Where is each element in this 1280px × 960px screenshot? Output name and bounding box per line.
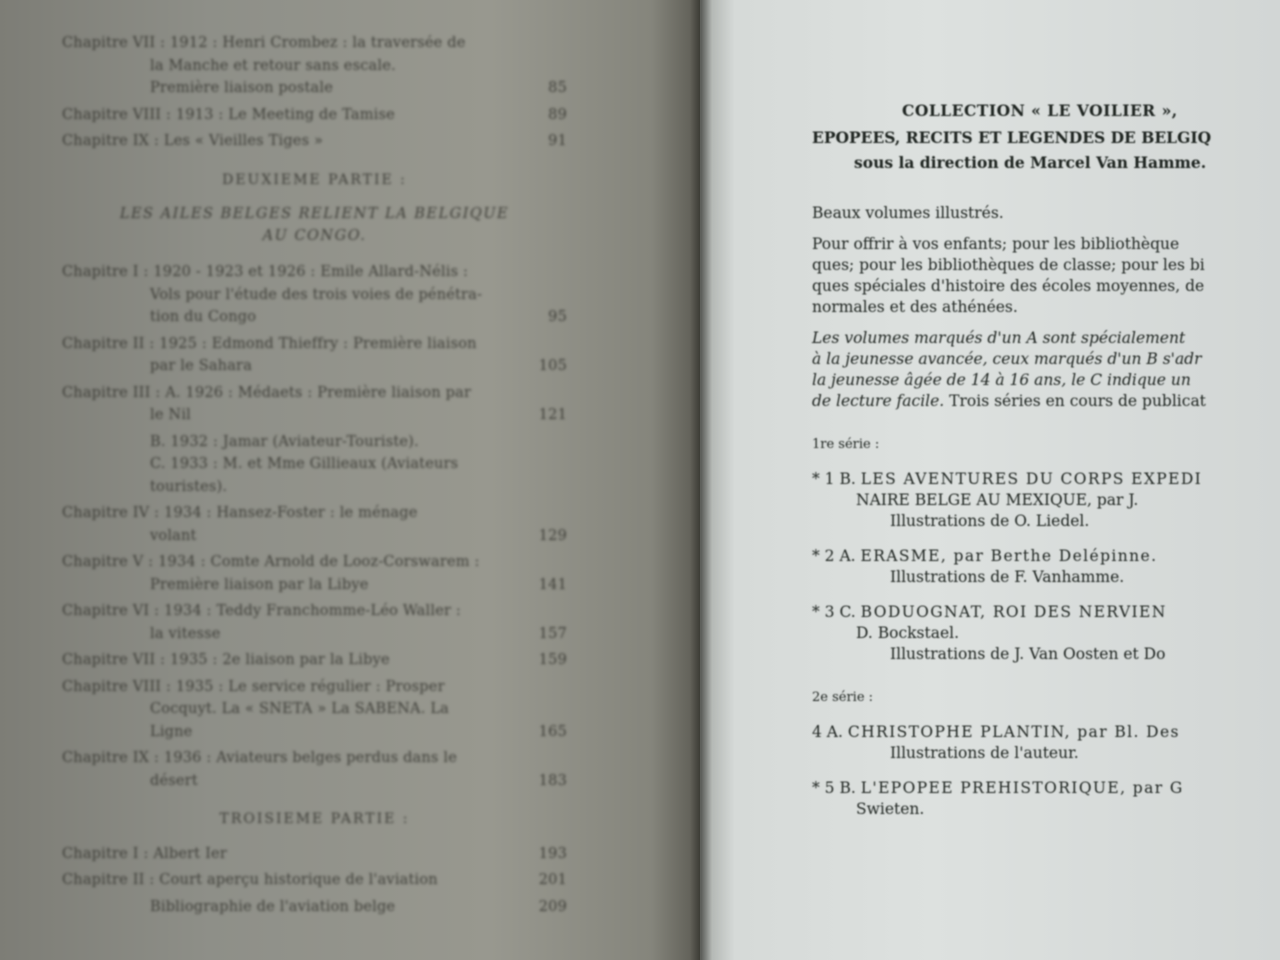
book-listing — [812, 602, 1280, 665]
toc-group-third-part — [62, 843, 567, 919]
collection-direction: sous la direction de Marcel Van Hamme. — [854, 153, 1207, 172]
toc-entry — [62, 649, 567, 672]
toc-entry-line: désert — [150, 772, 198, 789]
toc-page-number: 141 — [538, 576, 567, 593]
book-listing-title: CHRISTOPHE PLANTIN, par Bl. Des — [847, 723, 1180, 741]
toc-page-number: 201 — [538, 872, 567, 888]
toc-page-number: 121 — [538, 407, 567, 423]
toc-entry — [62, 843, 567, 866]
book-listing-illustrator: Illustrations de l'auteur. — [890, 744, 1079, 762]
toc-entry — [62, 130, 567, 153]
toc-entry-heading: Chapitre I : Albert Ier — [62, 845, 227, 862]
toc-page-number: 159 — [538, 652, 567, 668]
toc-entry-heading: Chapitre VIII : 1935 : Le service régulier : Prosper — [62, 678, 445, 695]
toc-page-number: 183 — [538, 772, 567, 789]
toc-entry-heading: Chapitre V : 1934 : Comte Arnold de Looz-Corswarem : — [62, 554, 480, 570]
toc-page-number: 85 — [548, 80, 567, 96]
toc-entry-line: Cocquyt. La « SNETA » La SABENA. La — [150, 701, 449, 717]
book-listing — [812, 469, 1280, 532]
toc-entry-heading: Chapitre VII : 1912 : Henri Crombez : la traversée de — [62, 35, 466, 51]
toc-page-number: 89 — [548, 106, 567, 123]
toc-entry — [62, 104, 567, 127]
toc-page-number: 193 — [538, 845, 567, 862]
toc-entry-line: C. 1933 : M. et Mme Gillieaux (Aviateurs — [150, 456, 459, 472]
book-listing-number: * 2 A. — [812, 547, 861, 565]
part-two-subtitle-line-2: AU CONGO. — [262, 228, 367, 244]
toc-entry — [62, 32, 567, 100]
series-two-list — [812, 722, 1280, 820]
toc-entry-line: Ligne — [150, 723, 193, 740]
book-listing-number: 4 A. — [812, 723, 848, 741]
levels-paragraph-tail: Trois séries en cours de publicat — [944, 392, 1206, 410]
toc-entry — [62, 431, 567, 499]
collection-title: COLLECTION « LE VOILIER », — [902, 101, 1178, 120]
collection-subtitle: EPOPEES, RECITS ET LEGENDES DE BELGIQ — [812, 128, 1212, 147]
toc-page-number: 95 — [548, 309, 567, 325]
series-two-label: 2e série : — [812, 690, 874, 705]
toc-entry-heading: Chapitre II : 1925 : Edmond Thieffry : Première liaison — [62, 335, 477, 352]
toc-entry-line: Bibliographie de l'aviation belge — [150, 898, 396, 915]
toc-entry-line: touristes). — [150, 478, 228, 495]
levels-paragraph-line: à la jeunesse avancée, ceux marqués d'un B s'adr — [812, 350, 1202, 368]
book-listing-illustrator: Illustrations de J. Van Oosten et Do — [890, 645, 1166, 663]
book-listing-title: ERASME, par Berthe Delépinne. — [860, 547, 1158, 565]
toc-entry-line: volant — [150, 527, 197, 544]
series-one-list — [812, 469, 1280, 665]
book-listing-title: L'EPOPEE PREHISTORIQUE, par G — [860, 779, 1184, 797]
book-listing-continuation: NAIRE BELGE AU MEXIQUE, par J. — [856, 491, 1139, 509]
toc-entry-heading: Chapitre VIII : 1913 : Le Meeting de Tamise — [62, 106, 395, 123]
toc-entry — [62, 747, 567, 792]
book-listing-title: BODUOGNAT, ROI DES NERVIEN — [860, 603, 1167, 621]
toc-entry — [62, 676, 567, 744]
toc-entry — [62, 261, 567, 329]
audience-paragraph — [812, 234, 1280, 318]
toc-entry-line: tion du Congo — [150, 309, 257, 325]
toc-page-number: 157 — [538, 625, 567, 642]
toc-entry-line: Première liaison postale — [150, 80, 333, 96]
levels-paragraph — [812, 328, 1280, 412]
book-listing-title-line — [812, 469, 1280, 490]
toc-entry-heading: Chapitre III : A. 1926 : Médaets : Première liaison par — [62, 384, 472, 401]
toc-entry-heading: Chapitre II : Court aperçu historique de l'aviation — [62, 872, 438, 888]
book-listing — [812, 778, 1280, 820]
book-listing-title-line — [812, 778, 1280, 799]
part-three-title: TROISIEME PARTIE : — [219, 811, 410, 827]
toc-entry-heading: Chapitre IX : Les « Vieilles Tiges » — [62, 133, 324, 149]
levels-paragraph-line: Les volumes marqués d'un A sont spécialement — [812, 329, 1186, 347]
audience-paragraph-line: normales et des athénées. — [812, 298, 1018, 316]
series-one-label: 1re série : — [812, 437, 880, 452]
collection-notice — [812, 100, 1280, 820]
toc-entry-heading: Chapitre I : 1920 - 1923 et 1926 : Emile Allard-Nélis : — [62, 264, 469, 280]
toc-page-number: 209 — [538, 898, 567, 915]
toc-page-number: 91 — [548, 133, 567, 149]
book-listing-continuation: Swieten. — [856, 800, 925, 818]
toc-entry-heading: Chapitre VI : 1934 : Teddy Franchomme-Léo Waller : — [62, 603, 462, 619]
book-listing-number: * 5 B. — [812, 779, 861, 797]
audience-paragraph-line: Pour offrir à vos enfants; pour les bibliothèque — [812, 235, 1180, 253]
toc-entry — [62, 502, 567, 547]
book-listing-title: LES AVENTURES DU CORPS EXPEDI — [860, 470, 1203, 488]
book-gutter — [690, 0, 712, 960]
book-listing — [812, 722, 1280, 764]
book-listing-number: * 1 B. — [812, 470, 861, 488]
book-listing-illustrator: Illustrations de F. Vanhamme. — [890, 568, 1125, 586]
toc-entry-heading: Chapitre IV : 1934 : Hansez-Foster : le ménage — [62, 505, 418, 521]
book-listing-title-line — [812, 722, 1280, 743]
toc-page-number: 165 — [538, 723, 567, 740]
toc-entry-line: la vitesse — [150, 625, 221, 642]
levels-paragraph-line — [812, 391, 1280, 412]
toc-page-number: 129 — [538, 527, 567, 544]
toc-entry-line: le Nil — [150, 407, 191, 423]
audience-paragraph-line: ques; pour les bibliothèques de classe; pour les bi — [812, 256, 1205, 274]
table-of-contents — [62, 32, 567, 922]
toc-entry-line: Vols pour l'étude des trois voies de pénétra- — [150, 286, 483, 303]
toc-entry-line: la Manche et retour sans escale. — [150, 57, 396, 74]
book-listing — [812, 546, 1280, 588]
toc-entry-line: B. 1932 : Jamar (Aviateur-Touriste). — [150, 433, 419, 450]
toc-entry-line: Première liaison par la Libye — [150, 576, 369, 593]
book-listing-title-line — [812, 602, 1280, 623]
audience-paragraph-line: ques spéciales d'histoire des écoles moyennes, de — [812, 277, 1205, 295]
toc-entry — [62, 896, 567, 919]
toc-entry — [62, 551, 567, 596]
toc-entry — [62, 382, 567, 427]
part-two-subtitle-line-1: LES AILES BELGES RELIENT LA BELGIQUE — [119, 206, 510, 222]
part-two-subtitle — [62, 203, 567, 247]
part-two-title: DEUXIEME PARTIE : — [222, 171, 407, 188]
toc-entry — [62, 333, 567, 378]
toc-entry-heading: Chapitre IX : 1936 : Aviateurs belges perdus dans le — [62, 750, 458, 766]
levels-paragraph-line: la jeunesse âgée de 14 à 16 ans, le C indique un — [812, 371, 1191, 389]
toc-entry — [62, 869, 567, 892]
toc-entry-heading: Chapitre VII : 1935 : 2e liaison par la Libye — [62, 652, 390, 668]
book-listing-number: * 3 C. — [812, 603, 861, 621]
toc-group-second-part — [62, 261, 567, 792]
levels-paragraph-line-text: de lecture facile. — [812, 392, 945, 410]
toc-page-number: 105 — [538, 358, 567, 374]
book-listing-title-line — [812, 546, 1280, 567]
book-listing-continuation: D. Bockstael. — [856, 624, 960, 642]
book-listing-illustrator: Illustrations de O. Liedel. — [890, 512, 1090, 530]
toc-group-first-part — [62, 32, 567, 153]
toc-entry — [62, 600, 567, 645]
toc-entry-line: par le Sahara — [150, 358, 253, 374]
right-page — [700, 0, 1280, 960]
illustrated-volumes-note: Beaux volumes illustrés. — [812, 204, 1004, 222]
